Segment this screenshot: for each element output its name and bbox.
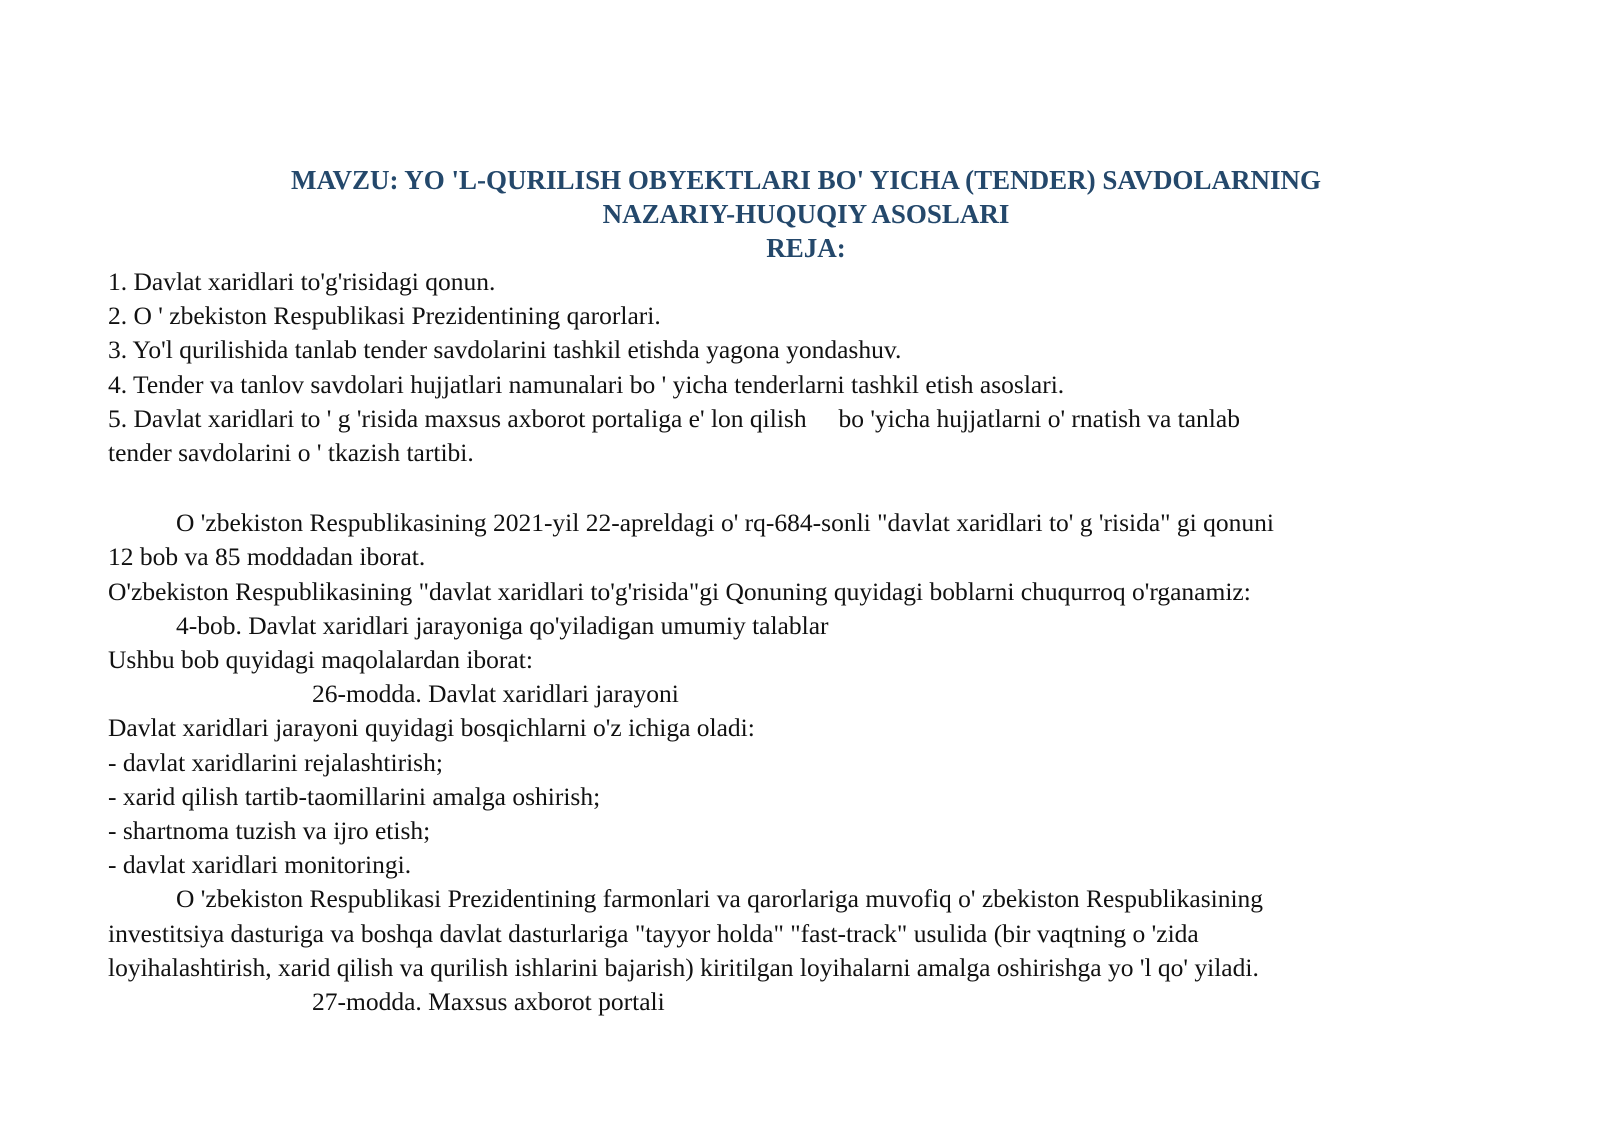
paragraph-law-line-1: O 'zbekiston Respublikasining 2021-yil 22-apreldagi o' rq-684-sonli "davlat xaridlari to' g 'risida" gi qonuni: [176, 508, 1274, 538]
title-line-1: MAVZU: YO 'L-QURILISH OBYEKTLARI BO' YICHA (TENDER) SAVDOLARNING: [291, 165, 1321, 195]
paragraph-study-intro: O'zbekiston Respublikasining "davlat xaridlari to'g'risida"gi Qonuning quyidagi boblarni chuqurroq o'rganamiz:: [108, 576, 1251, 606]
paragraph-gap: [108, 470, 1508, 506]
stage-item-4: - davlat xaridlari monitoringi.: [108, 850, 412, 880]
plan-item-1: 1. Davlat xaridlari to'g'risidagi qonun.: [108, 267, 496, 296]
document-page: [108, 163, 1508, 1019]
paragraph-decrees-line-2: investitsiya dasturiga va boshqa davlat dasturlariga "tayyor holda" "fast-track" usulida (bir vaqtning o 'zida: [108, 918, 1199, 948]
plan-item-4: 4. Tender va tanlov savdolari hujjatlari namunalari bo ' yicha tenderlarni tashkil etish asoslari.: [108, 369, 1065, 399]
stages-intro: Davlat xaridlari jarayoni quyidagi bosqichlarni o'z ichiga oladi:: [108, 713, 755, 743]
stage-item-2: - xarid qilish tartib-taomillarini amalga oshirish;: [108, 781, 601, 811]
title-line-2: NAZARIY-HUQUQIY ASOSLARI: [602, 199, 1010, 229]
plan-heading: REJA:: [766, 233, 846, 263]
chapter-4-heading: 4-bob. Davlat xaridlari jarayoniga qo'yiladigan umumiy talablar: [176, 610, 829, 640]
plan-item-3: 3. Yo'l qurilishida tanlab tender savdolarini tashkil etishda yagona yondashuv.: [108, 335, 902, 365]
plan-item-2: 2. O ' zbekiston Respublikasi Prezidentining qarorlari.: [108, 301, 661, 331]
document-title: [108, 163, 1504, 265]
stage-item-1: - davlat xaridlarini rejalashtirish;: [108, 747, 443, 777]
chapter-intro: Ushbu bob quyidagi maqolalardan iborat:: [108, 645, 533, 675]
paragraph-law-line-2: 12 bob va 85 moddadan iborat.: [108, 542, 426, 572]
paragraph-decrees-line-3: loyihalashtirish, xarid qilish va qurilish ishlarini bajarish) kiritilgan loyihalarni amalga oshirishga yo 'l qo' yiladi.: [108, 952, 1259, 982]
article-27-heading: 27-modda. Maxsus axborot portali: [312, 987, 665, 1017]
document-body: [108, 506, 1508, 1019]
plan-list: [108, 265, 1508, 470]
paragraph-decrees-line-1: O 'zbekiston Respublikasi Prezidentining farmonlari va qarorlariga muvofiq o' zbekiston Respublikasining: [176, 884, 1264, 914]
plan-item-5: 5. Davlat xaridlari to ' g 'risida maxsus axborot portaliga e' lon qilish bo 'yicha hujjatlarni o' rnatish va tanlab: [108, 403, 1240, 433]
plan-item-5-continued: tender savdolarini o ' tkazish tartibi.: [108, 438, 474, 468]
stage-item-3: - shartnoma tuzish va ijro etish;: [108, 816, 431, 846]
article-26-heading: 26-modda. Davlat xaridlari jarayoni: [312, 679, 679, 709]
